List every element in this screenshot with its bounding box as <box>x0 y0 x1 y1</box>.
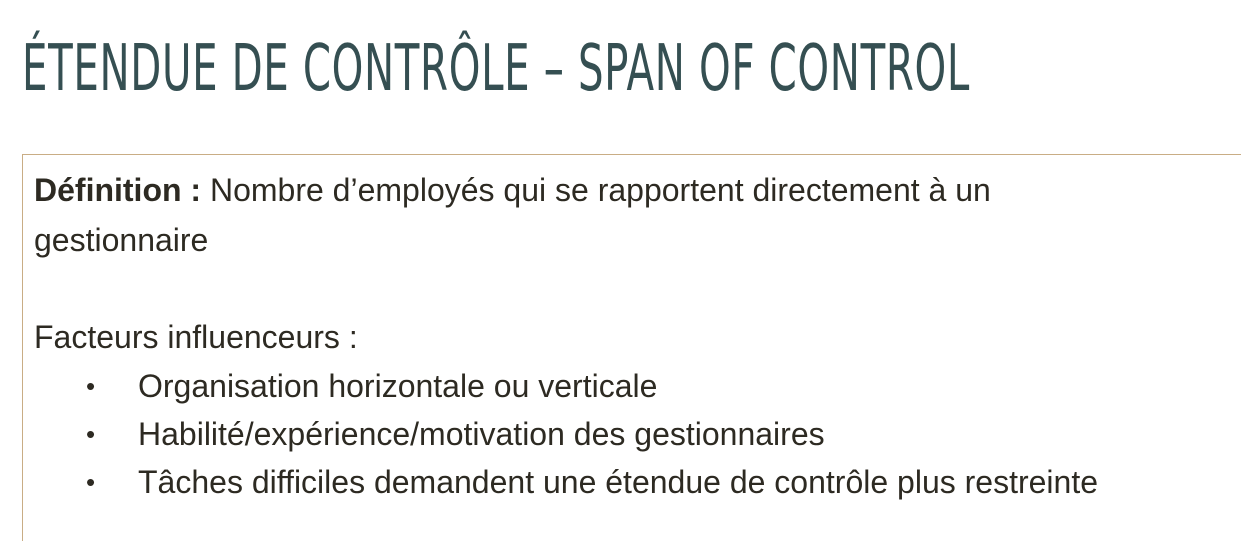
bullet-icon: • <box>86 371 96 401</box>
factors-list <box>34 362 1098 506</box>
list-item <box>34 410 1098 458</box>
bullet-icon: • <box>86 419 96 449</box>
content-body <box>34 165 1098 506</box>
content-box <box>22 154 1241 541</box>
list-item <box>34 362 1098 410</box>
definition-line-2: gestionnaire <box>34 222 209 258</box>
slide-title: ÉTENDUE DE CONTRÔLE – SPAN OF CONTROL <box>22 32 970 106</box>
list-item-text: Habilité/expérience/motivation des gestionnaires <box>138 416 825 452</box>
list-item-text: Organisation horizontale ou verticale <box>138 368 658 404</box>
definition-text: Nombre d’employés qui se rapportent directement à un <box>201 172 991 208</box>
bullet-icon: • <box>86 467 96 497</box>
list-item <box>34 458 1098 506</box>
definition-line-1 <box>34 165 1098 215</box>
factors-heading: Facteurs influenceurs : <box>34 319 358 355</box>
spacer <box>34 265 1098 312</box>
definition-label: Définition : <box>34 172 202 208</box>
list-item-text: Tâches difficiles demandent une étendue de contrôle plus restreinte <box>138 464 1099 500</box>
